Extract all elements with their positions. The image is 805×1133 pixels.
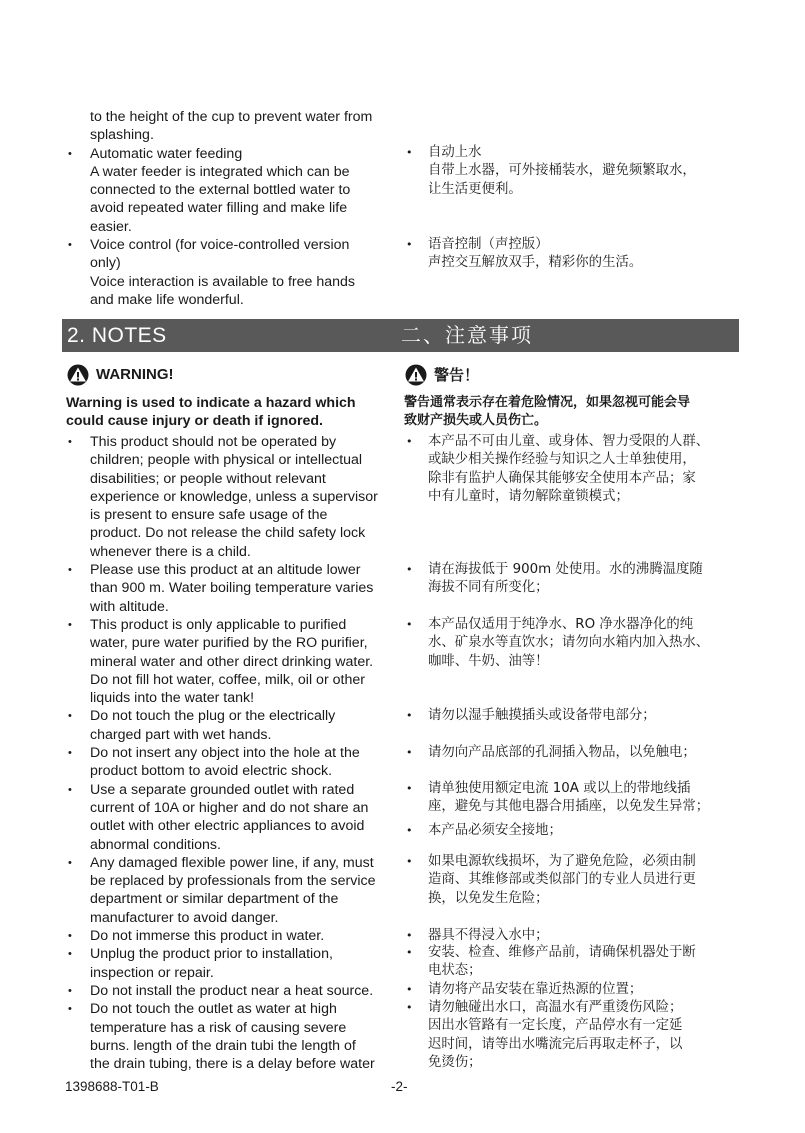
text-line: Do not touch the plug or the electrically bbox=[90, 708, 336, 725]
text-line: This product should not be operated by bbox=[90, 434, 337, 450]
page-number: -2- bbox=[391, 1079, 408, 1094]
text-line: 迟时间，请等出水嘴流完后再取走杯子，以 bbox=[428, 1036, 683, 1052]
text-line: Warning is used to indicate a hazard which bbox=[66, 395, 356, 411]
bullet: • bbox=[406, 983, 413, 996]
text-line: product. Do not release the child safety lock bbox=[90, 525, 366, 542]
text-line: only) bbox=[90, 255, 121, 272]
text-line: Automatic water feeding bbox=[90, 145, 243, 162]
text-line: 本产品仅适用于纯净水、RO 净水器净化的纯 bbox=[428, 617, 694, 632]
text-line: 语音控制（声控版） bbox=[428, 237, 549, 252]
list-item bbox=[68, 433, 404, 561]
bullet: • bbox=[68, 747, 72, 760]
text-line: connected to the external bottled water to bbox=[90, 182, 351, 199]
text-line: current of 10A or higher and do not share an bbox=[90, 799, 369, 816]
bullet: • bbox=[68, 930, 72, 943]
section-title-en: 2. NOTES bbox=[67, 324, 167, 347]
bullet: • bbox=[68, 147, 72, 160]
list-item bbox=[68, 561, 404, 616]
text-line: Voice interaction is available to free hands bbox=[90, 273, 355, 290]
text-line: to the height of the cup to prevent water from bbox=[90, 109, 373, 125]
text-line: avoid repeated water filling and make life bbox=[90, 200, 348, 217]
text-line: 水、矿泉水等直饮水；请勿向水箱内加入热水、 bbox=[428, 635, 710, 651]
text-line: be replaced by professionals from the service bbox=[90, 873, 376, 890]
document-code: 1398688-T01-B bbox=[65, 1079, 159, 1094]
text-line: 请勿向产品底部的孔洞插入物品，以免触电； bbox=[428, 745, 696, 760]
text-line: 请勿触碰出水口，高温水有严重烫伤风险； bbox=[428, 1000, 683, 1015]
text-line: burns. length of the drain tubi the length of bbox=[90, 1037, 356, 1054]
bullet: • bbox=[68, 618, 72, 631]
text-line: 电状态； bbox=[428, 963, 482, 979]
list-item bbox=[68, 707, 404, 744]
text-line: 请单独使用额定电流 10A 或以上的带地线插 bbox=[428, 781, 691, 796]
text-line: splashing. bbox=[90, 127, 154, 144]
text-line: This product is only applicable to purified bbox=[90, 616, 347, 633]
text-line: experience or knowledge, unless a supervisor bbox=[90, 488, 378, 505]
text-line: water, pure water purified by the RO purifier, bbox=[90, 635, 368, 652]
text-line: 请勿将产品安装在靠近热源的位置； bbox=[428, 982, 643, 997]
text-line: Voice control (for voice-controlled version bbox=[90, 237, 350, 254]
text-line: 自带上水器，可外接桶装水，避免频繁取水， bbox=[428, 163, 696, 179]
text-line: Use a separate grounded outlet with rated bbox=[90, 781, 355, 798]
text-line: Do not insert any object into the hole at the bbox=[90, 745, 360, 762]
bullet: • bbox=[68, 856, 72, 869]
text-line: 请在海拔低于 900m 处使用。水的沸腾温度随 bbox=[428, 562, 703, 577]
text-line: abnormal conditions. bbox=[90, 836, 221, 853]
list-item bbox=[406, 944, 748, 981]
text-line: 自动上水 bbox=[428, 145, 482, 160]
list-item bbox=[406, 561, 748, 598]
bullet: • bbox=[68, 436, 72, 448]
text-line: 因出水管路有一定长度，产品停水有一定延 bbox=[428, 1018, 683, 1034]
text-line: liquids into the water tank! bbox=[90, 690, 255, 707]
list-item bbox=[406, 744, 748, 762]
text-line: 除非有监护人确保其能够安全使用本产品；家 bbox=[428, 470, 696, 486]
bullet: • bbox=[406, 929, 413, 942]
text-line: easier. bbox=[90, 218, 132, 235]
bullet: • bbox=[406, 1001, 413, 1014]
text-line: 警告通常表示存在着危险情况，如果忽视可能会导 bbox=[404, 395, 691, 410]
list-item bbox=[68, 145, 404, 236]
text-line: than 900 m. Water boiling temperature varies bbox=[90, 580, 374, 597]
warning-description-en bbox=[66, 394, 402, 431]
text-line: 如果电源软线损坏，为了避免危险，必须由制 bbox=[428, 854, 696, 869]
text-line: 或缺少相关操作经验与知识之人士单独使用， bbox=[428, 452, 696, 468]
bullet: • bbox=[406, 824, 413, 837]
list-item bbox=[406, 616, 748, 671]
list-item bbox=[68, 616, 404, 707]
text-line: 海拔不同有所变化； bbox=[428, 580, 549, 596]
list-item bbox=[406, 853, 748, 908]
text-line: with altitude. bbox=[90, 598, 169, 615]
top-left-column bbox=[68, 108, 404, 309]
text-line: 声控交互解放双手，精彩你的生活。 bbox=[428, 255, 643, 271]
text-line: disabilities; or people without relevant bbox=[90, 470, 326, 487]
bullet: • bbox=[406, 855, 413, 868]
text-line: 中有儿童时，请勿解除童锁模式； bbox=[428, 488, 629, 504]
list-item bbox=[68, 1000, 404, 1073]
text-line: A water feeder is integrated which can be bbox=[90, 163, 350, 180]
warning-header-en bbox=[66, 364, 174, 386]
text-line: 本产品不可由儿童、或身体、智力受限的人群、 bbox=[428, 434, 710, 449]
text-line: is present to ensure safe usage of the bbox=[90, 507, 328, 524]
text-line: manufacturer to avoid danger. bbox=[90, 909, 279, 926]
text-line: 咖啡、牛奶、油等！ bbox=[428, 653, 549, 669]
list-item bbox=[68, 854, 404, 927]
bullet: • bbox=[68, 783, 72, 796]
list-item bbox=[406, 981, 748, 999]
list-item bbox=[406, 780, 748, 817]
text-line: mineral water and other direct drinking water. bbox=[90, 653, 374, 670]
text-line: 座，避免与其他电器合用插座，以免发生异常； bbox=[428, 799, 710, 815]
text-line: 安装、检查、维修产品前，请确保机器处于断 bbox=[428, 945, 696, 960]
bullet: • bbox=[406, 563, 413, 576]
bullet: • bbox=[406, 709, 413, 722]
text-line: 器具不得浸入水中； bbox=[428, 928, 549, 943]
list-item bbox=[68, 982, 404, 1000]
text-line: children; people with physical or intellectual bbox=[90, 452, 363, 469]
text-line: Do not immerse this product in water. bbox=[90, 928, 325, 945]
text-line: product bottom to avoid electric shock. bbox=[90, 763, 333, 780]
text-line: Do not install the product near a heat source. bbox=[90, 982, 374, 999]
list-item bbox=[68, 781, 404, 854]
text-line: 换，以免发生危险； bbox=[428, 890, 549, 906]
text-line: the drain tubing, there is a delay before water bbox=[90, 1056, 375, 1073]
section-title-zh: 二、注意事项 bbox=[401, 323, 533, 347]
continuation-text bbox=[68, 108, 404, 145]
text-line: department or similar department of the bbox=[90, 891, 339, 908]
bullet: • bbox=[68, 239, 72, 252]
text-line: charged part with wet hands. bbox=[90, 726, 272, 743]
list-item bbox=[68, 236, 404, 309]
text-line: Do not fill hot water, coffee, milk, oil or other bbox=[90, 671, 365, 688]
bullet: • bbox=[68, 564, 72, 577]
list-item bbox=[406, 822, 748, 840]
text-line: outlet with other electric appliances to avoid bbox=[90, 818, 365, 835]
text-line: 请勿以湿手触摸插头或设备带电部分； bbox=[428, 708, 656, 723]
text-line: 让生活更便利。 bbox=[428, 181, 522, 197]
list-item bbox=[406, 707, 748, 725]
text-line: 本产品必须安全接地； bbox=[428, 823, 562, 838]
text-line: 免烫伤； bbox=[428, 1054, 482, 1070]
notes-list-en bbox=[68, 433, 404, 1073]
bullet: • bbox=[406, 746, 413, 759]
text-line: whenever there is a child. bbox=[90, 543, 251, 560]
text-line: temperature has a risk of causing severe bbox=[90, 1019, 347, 1036]
list-item bbox=[68, 744, 404, 781]
bullet: • bbox=[68, 710, 72, 723]
bullet: • bbox=[406, 435, 413, 448]
bullet: • bbox=[406, 238, 413, 251]
bullet: • bbox=[68, 1003, 72, 1016]
bullet: • bbox=[406, 618, 413, 631]
text-line: Please use this product at an altitude lower bbox=[90, 562, 361, 579]
bullet: • bbox=[68, 948, 72, 961]
bullet: • bbox=[406, 146, 413, 159]
text-line: 致财产损失或人员伤亡。 bbox=[404, 413, 548, 429]
text-line: could cause injury or death if ignored. bbox=[66, 413, 323, 430]
list-item bbox=[406, 433, 748, 506]
text-line: Unplug the product prior to installation, bbox=[90, 946, 333, 963]
warning-icon bbox=[66, 364, 90, 386]
text-line: Any damaged flexible power line, if any, must bbox=[90, 854, 374, 871]
text-line: Do not touch the outlet as water at high bbox=[90, 1001, 337, 1018]
text-line: inspection or repair. bbox=[90, 964, 214, 981]
notes-list-zh bbox=[406, 0, 748, 1133]
list-item bbox=[406, 927, 748, 945]
list-item bbox=[68, 945, 404, 982]
bullet: • bbox=[68, 984, 72, 997]
list-item bbox=[68, 927, 404, 945]
bullet: • bbox=[406, 782, 413, 795]
warning-label: WARNING! bbox=[96, 365, 174, 383]
text-line: 造商、其维修部或类似部门的专业人员进行更 bbox=[428, 872, 696, 888]
warning-label: 警告！ bbox=[434, 365, 480, 384]
text-line: and make life wonderful. bbox=[90, 291, 244, 308]
list-item bbox=[406, 999, 748, 1072]
bullet: • bbox=[406, 946, 413, 959]
